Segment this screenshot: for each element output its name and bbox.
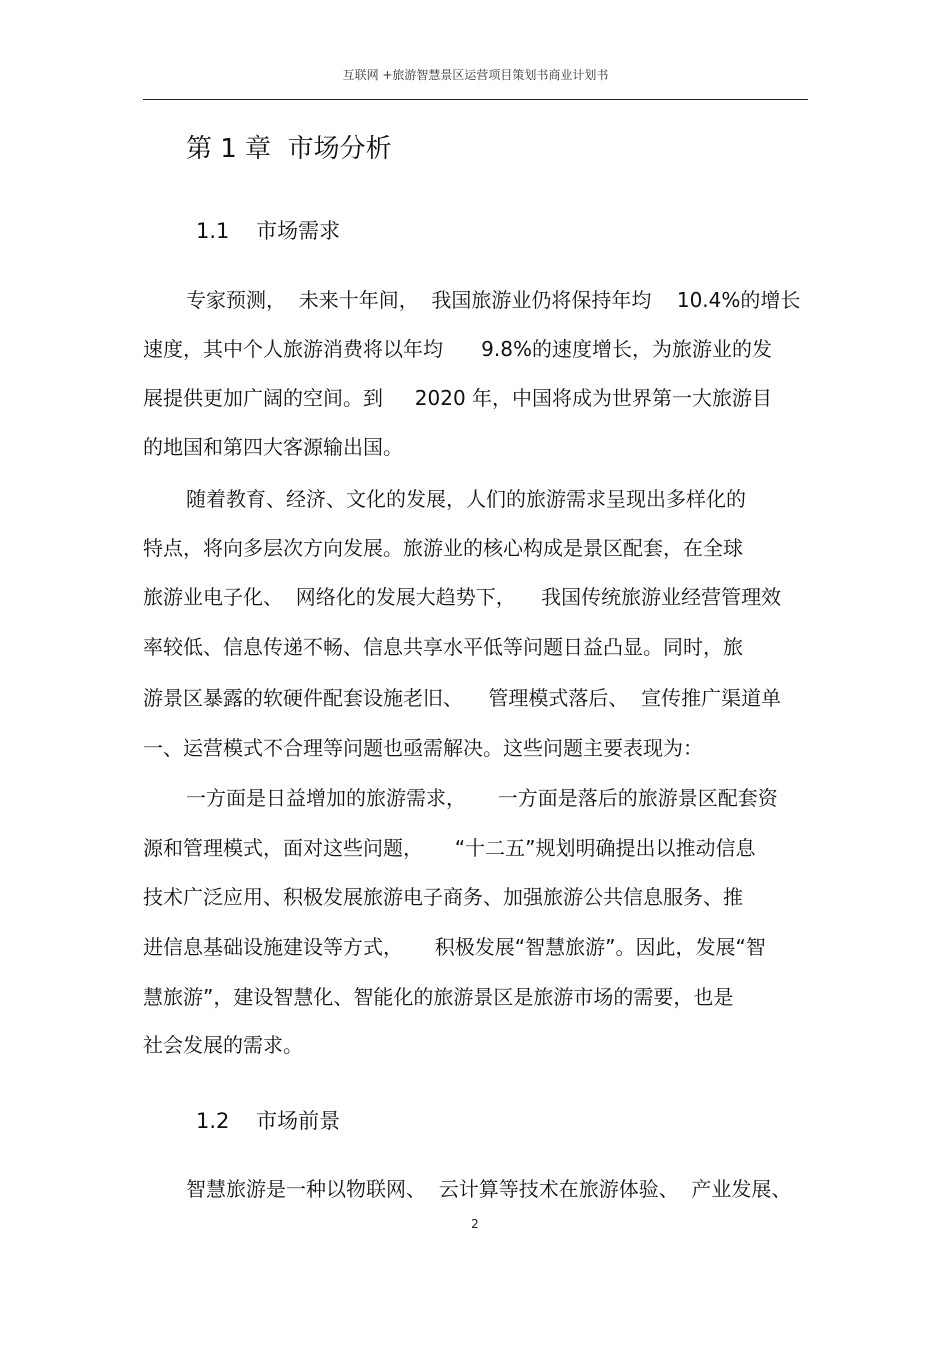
paragraph-line: 慧旅游”，建设智慧化、智能化的旅游景区是旅游市场的需要，也是 <box>143 985 734 1009</box>
paragraph-line: 进信息基础设施建设等方式， 积极发展“智慧旅游”。因此，发展“智 <box>143 935 766 959</box>
paragraph-line: 一方面是日益增加的旅游需求， 一方面是落后的旅游景区配套资 <box>186 786 778 810</box>
paragraph-line: 技术广泛应用、积极发展旅游电子商务、加强旅游公共信息服务、推 <box>143 885 743 909</box>
running-header: 互联网 +旅游智慧景区运营项目策划书商业计划书 <box>342 68 609 82</box>
paragraph-line: 随着教育、经济、文化的发展，人们的旅游需求呈现出多样化的 <box>186 487 746 511</box>
paragraph-line: 特点，将向多层次方向发展。旅游业的核心构成是景区配套，在全球 <box>143 536 743 560</box>
paragraph-line: 旅游业电子化、 网络化的发展大趋势下， 我国传统旅游业经营管理效 <box>143 585 782 609</box>
paragraph-line: 一、运营模式不合理等问题也亟需解决。这些问题主要表现为： <box>143 736 703 760</box>
chapter-title: 第 1 章 市场分析 <box>186 134 392 164</box>
paragraph-line: 社会发展的需求。 <box>143 1033 303 1057</box>
paragraph-line: 专家预测， 未来十年间， 我国旅游业仍将保持年均 10.4%的增长 <box>186 288 801 312</box>
paragraph-line: 展提供更加广阔的空间。到 2020 年，中国将成为世界第一大旅游目 <box>143 386 773 410</box>
paragraph-line: 智慧旅游是一种以物联网、 云计算等技术在旅游体验、 产业发展、 <box>186 1177 792 1201</box>
section-heading-1-1: 1.1 市场需求 <box>196 219 341 243</box>
header-rule <box>143 99 808 100</box>
paragraph-line: 率较低、信息传递不畅、信息共享水平低等问题日益凸显。同时，旅 <box>143 635 743 659</box>
paragraph-line: 源和管理模式，面对这些问题， “十二五”规划明确提出以推动信息 <box>143 836 756 860</box>
paragraph-line: 游景区暴露的软硬件配套设施老旧、 管理模式落后、 宣传推广渠道单 <box>143 686 782 710</box>
section-heading-1-2: 1.2 市场前景 <box>196 1109 341 1133</box>
paragraph-line: 的地国和第四大客源输出国。 <box>143 435 403 459</box>
page-number: 2 <box>471 1217 479 1231</box>
paragraph-line: 速度，其中个人旅游消费将以年均 9.8%的速度增长，为旅游业的发 <box>143 337 772 361</box>
